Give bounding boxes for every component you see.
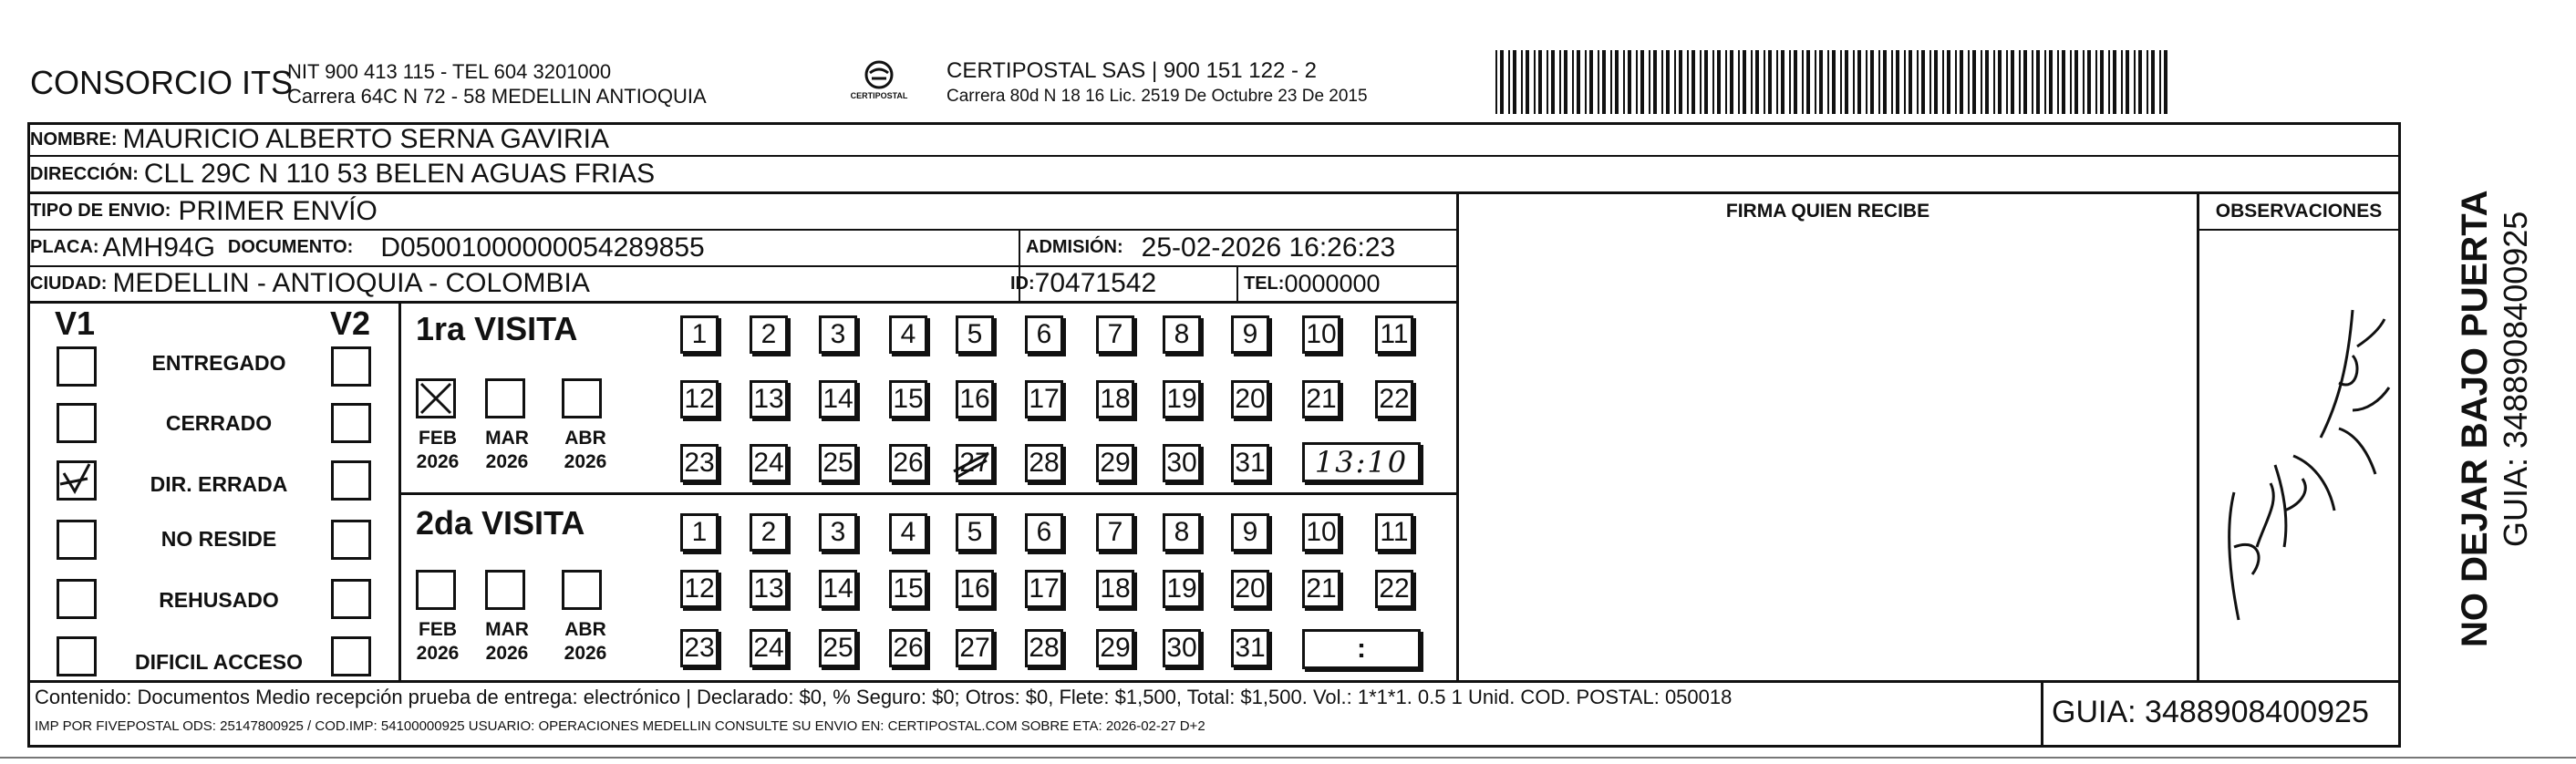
barcode-bar [1712,50,1714,114]
second-day-31[interactable]: 31 [1231,629,1269,667]
barcode-bar [1547,50,1548,114]
barcode-bar [1896,50,1899,114]
id-number: 70471542 [1034,268,1157,298]
handwritten-signature-image [2202,274,2394,638]
status-entregado: ENTREGADO [151,351,286,375]
address-label: DIRECCIÓN: [30,163,139,184]
v2-checkbox-cerrado[interactable] [331,403,371,443]
barcode-bar [2070,50,2072,114]
first-day-24[interactable]: 24 [750,444,788,482]
status-no-reside: NO RESIDE [160,527,277,551]
v1-checkbox-cerrado[interactable] [57,403,97,443]
barcode-bar [1815,50,1816,114]
barcode-bar [1993,50,1995,114]
status-rehusado: REHUSADO [159,588,279,612]
barcode-bar [1947,50,1950,114]
second-day-26[interactable]: 26 [889,629,927,667]
v2-checkbox-entregado[interactable] [331,346,371,387]
second-day-25[interactable]: 25 [819,629,857,667]
plate-label: PLACA: [30,237,99,257]
observations-handwriting [2202,274,2394,638]
barcode-bar [1508,50,1510,114]
barcode-bar [2044,50,2046,114]
second-day-7[interactable]: 7 [1096,513,1134,552]
second-day-13[interactable]: 13 [750,570,788,608]
v1-checkbox-no-reside[interactable] [57,520,97,560]
barcode-bar [2121,50,2123,114]
second-day-8[interactable]: 8 [1163,513,1201,552]
second-month-feb-label: FEB 2026 [416,619,460,664]
barcode-bar [1495,50,1497,114]
barcode-bar [1564,50,1567,114]
barcode-bar [1794,50,1797,114]
first-day-27[interactable] [956,444,994,482]
second-day-14[interactable]: 14 [819,570,857,608]
second-visit-time: : [1357,634,1366,664]
second-visit-heading: 2da VISITA [416,504,585,542]
admission-label: ADMISIÓN: [1026,237,1123,257]
barcode-bar [1857,50,1861,114]
second-month-feb-box[interactable] [416,570,456,610]
second-day-2[interactable]: 2 [750,513,788,552]
barcode-bar [1751,50,1753,114]
second-visit-time-box[interactable] [1302,629,1421,669]
id-cell [1010,266,1156,301]
footer-guia-label: GUIA: [2052,695,2136,729]
second-day-10[interactable]: 10 [1302,513,1340,552]
v1-checkbox-rehusado[interactable] [57,579,97,619]
barcode-bar [2126,50,2129,114]
barcode-bar [1700,50,1702,114]
barcode-bar [1776,50,1778,114]
barcode-bar [2113,50,2116,114]
document-label: DOCUMENTO: [227,237,354,257]
barcode-bar [1500,50,1504,114]
send-type-row [30,193,1453,229]
v2-checkbox-dificil-acceso[interactable] [331,636,371,676]
v1-checkbox-dificil-acceso[interactable] [57,636,97,676]
footer-guia-number: 3488908400925 [2145,695,2369,729]
barcode-bar [1972,50,1976,114]
barcode-bar [1589,50,1593,114]
send-type-label: TIPO DE ENVIO: [30,201,171,221]
barcode-bar [2006,50,2008,114]
barcode-bar [1870,50,1874,114]
first-month-feb-label: FEB 2026 [416,428,460,472]
barcode-bar [1768,50,1772,114]
first-day-11[interactable]: 11 [1375,315,1413,354]
barcode-bar [1921,50,1925,114]
observations-heading: OBSERVACIONES [2215,201,2383,222]
admission-cell [1026,230,1395,265]
first-month-abr-label: ABR 2026 [564,428,607,472]
second-day-11[interactable]: 11 [1375,513,1413,552]
second-day-6[interactable]: 6 [1025,513,1063,552]
divider-observations [2197,191,2199,682]
barcode-bar [1968,50,1970,114]
second-day-19[interactable]: 19 [1163,570,1201,608]
first-day-30[interactable]: 30 [1163,444,1201,482]
barcode-bar [2032,50,2033,114]
barcode-bar [1891,50,1893,114]
first-day-2[interactable]: 2 [750,315,788,354]
barcode-bar [1679,50,1682,114]
first-day-17[interactable]: 17 [1025,380,1063,418]
barcode-bar [1942,50,1944,114]
second-day-16[interactable]: 16 [956,570,994,608]
name-label: NOMBRE: [30,129,118,150]
signature-heading: FIRMA QUIEN RECIBE [1725,201,1930,222]
first-day-20[interactable]: 20 [1231,380,1269,418]
barcode-bar [1738,50,1740,114]
barcode-bar [1781,50,1785,114]
first-day-9[interactable]: 9 [1231,315,1269,354]
second-month-mar-label: MAR 2026 [485,619,529,664]
second-day-21[interactable]: 21 [1302,570,1340,608]
barcode-bar [2023,50,2027,114]
name-row [30,124,2401,155]
city-label: CIUDAD: [30,273,108,294]
first-day-23[interactable]: 23 [680,444,719,482]
barcode-bar [1577,50,1580,114]
barcode-bar [1743,50,1746,114]
address-row [30,157,2401,191]
status-cerrado: CERRADO [165,411,273,435]
first-month-mar-box[interactable] [485,378,525,418]
city-row [30,266,1015,301]
recipient-name: MAURICIO ALBERTO SERNA GAVIRIA [122,124,610,154]
barcode-bar [1640,50,1644,114]
crossed-day: 27 [959,449,989,477]
barcode-bar [1725,50,1727,114]
second-day-30[interactable]: 30 [1163,629,1201,667]
first-day-10[interactable]: 10 [1302,315,1340,354]
barcode-bar [1585,50,1587,114]
barcode-bar [1764,50,1765,114]
barcode-bar [1934,50,1938,114]
first-day-6[interactable]: 6 [1025,315,1063,354]
barcode-bar [1853,50,1855,114]
barcode-bar [1521,50,1523,114]
v1-heading: V1 [55,305,96,342]
barcode-bar [2057,50,2059,114]
v2-heading: V2 [330,305,371,342]
barcode-bar [2036,50,2040,114]
barcode-bar [1730,50,1733,114]
barcode-bar [1904,50,1906,114]
barcode-bar [1691,50,1695,114]
second-month-mar-box[interactable] [485,570,525,610]
footer-contents: Contenido: Documentos Medio recepción prueba de entrega: electrónico | Declarado: $0, % Seguro: $0; Otros: $0, Flete: $1,500, Total: $1,500. Vol.: 1*1*1. 0.5 1 Unid. COD. POSTAL: 050018 [35,686,1733,708]
barcode-bar [2011,50,2014,114]
first-month-abr-box[interactable] [562,378,602,418]
tel-number: 0000000 [1284,269,1381,297]
barcode-bar [1917,50,1919,114]
barcode-bar [1615,50,1619,114]
status-dir-errada: DIR. ERRADA [150,472,288,496]
first-day-25[interactable]: 25 [819,444,857,482]
second-day-22[interactable]: 22 [1375,570,1413,608]
footer-guia [2052,695,2369,730]
courier-address: Carrera 80d N 18 16 Lic. 2519 De Octubre 23 De 2015 [947,87,1368,106]
divider-tel [1236,265,1238,302]
first-day-18[interactable]: 18 [1096,380,1134,418]
rule-5 [27,301,1459,304]
second-day-15[interactable]: 15 [889,570,927,608]
barcode-bar [2062,50,2065,114]
barcode-bar [2108,50,2110,114]
form-right-border [2398,122,2401,748]
handwritten-check-icon [57,460,97,501]
barcode-bar [2087,50,2091,114]
barcode-bar [1551,50,1555,114]
first-day-8[interactable]: 8 [1163,315,1201,354]
barcode-bar [1998,50,2002,114]
barcode-bar [1572,50,1574,114]
rule-footer [27,680,2401,683]
barcode-bar [1789,50,1791,114]
second-day-9[interactable]: 9 [1231,513,1269,552]
plate: AMH94G [102,232,215,263]
plate-row [30,230,1015,265]
first-visit-time-box[interactable] [1302,442,1421,482]
barcode-bar [1559,50,1561,114]
bottom-tear-line [0,757,2576,759]
barcode-bar [1674,50,1676,114]
divider-visits [398,492,1458,495]
barcode-bar [1666,50,1670,114]
first-day-12[interactable]: 12 [680,380,719,418]
barcode-bar [2138,50,2142,114]
side-warning: NO DEJAR BAJO PUERTA [2455,190,2495,647]
strike-icon [952,444,992,484]
handwritten-x-icon [416,378,456,418]
form-bottom-border [27,745,2401,748]
first-day-26[interactable]: 26 [889,444,927,482]
barcode-bar [1526,50,1529,114]
barcode-bar [1610,50,1612,114]
v1-checkbox-dir-errada[interactable] [57,460,97,501]
barcode-bar [1636,50,1638,114]
first-day-21[interactable]: 21 [1302,380,1340,418]
side-guia: GUIA: 3488908400925 [2497,211,2534,547]
certipostal-logo [852,60,906,106]
document-number: D05001000000054289855 [380,232,705,263]
first-day-13[interactable]: 13 [750,380,788,418]
logo-caption: CERTIPOSTAL [850,91,908,100]
courier-name: CERTIPOSTAL SAS | 900 151 122 - 2 [947,58,1317,83]
second-day-20[interactable]: 20 [1231,570,1269,608]
barcode-bar [1598,50,1599,114]
barcode-bar [2049,50,2053,114]
first-month-mar-label: MAR 2026 [485,428,529,472]
second-day-4[interactable]: 4 [889,513,927,552]
first-day-14[interactable]: 14 [819,380,857,418]
barcode-bar [1538,50,1542,114]
barcode-bar [1534,50,1536,114]
first-day-19[interactable]: 19 [1163,380,1201,418]
status-dificil-acceso: DIFICIL ACCESO [134,650,303,674]
second-day-5[interactable]: 5 [956,513,994,552]
first-day-28[interactable]: 28 [1025,444,1063,482]
barcode-bar [1623,50,1625,114]
second-day-28[interactable]: 28 [1025,629,1063,667]
barcode-bar [1687,50,1689,114]
barcode-bar [1704,50,1708,114]
barcode-bar [1602,50,1606,114]
barcode-bar [2074,50,2078,114]
barcode-bar [1883,50,1887,114]
id-label: ID: [1010,273,1035,294]
company-name: CONSORCIO ITS [30,64,294,101]
barcode-bar [1717,50,1721,114]
second-day-29[interactable]: 29 [1096,629,1134,667]
first-visit-time: 13:10 [1314,445,1409,480]
barcode-bar [1840,50,1842,114]
barcode-bar [2151,50,2155,114]
recipient-address: CLL 29C N 110 53 BELEN AGUAS FRIAS [143,159,656,189]
second-day-17[interactable]: 17 [1025,570,1063,608]
barcode-bar [1985,50,1989,114]
second-month-abr-label: ABR 2026 [564,619,607,664]
first-day-7[interactable]: 7 [1096,315,1134,354]
barcode-bar [1802,50,1804,114]
send-type: PRIMER ENVÍO [178,195,378,226]
second-day-27[interactable]: 27 [956,629,994,667]
second-day-12[interactable]: 12 [680,570,719,608]
barcode-bar [1819,50,1823,114]
barcode-bar [2019,50,2021,114]
first-day-3[interactable]: 3 [819,315,857,354]
admission-date: 25-02-2026 16:26:23 [1141,232,1396,263]
barcode-bar [2147,50,2148,114]
divider-footer-guia [2041,680,2043,748]
tel-label: TEL: [1244,273,1285,294]
barcode-bar [2100,50,2104,114]
barcode-bar [1661,50,1663,114]
barcode-image [1495,50,2175,114]
v2-checkbox-no-reside[interactable] [331,520,371,560]
first-day-1[interactable]: 1 [680,315,719,354]
barcode-bar [2164,50,2167,114]
tel-cell [1244,266,1381,301]
first-month-feb-box[interactable] [416,378,456,418]
barcode-bar [1649,50,1650,114]
city: MEDELLIN - ANTIOQUIA - COLOMBIA [112,268,590,298]
barcode-bar [1955,50,1957,114]
barcode-bar [1866,50,1867,114]
v1-checkbox-entregado[interactable] [57,346,97,387]
divider-statuses [398,301,401,682]
barcode-bar [1845,50,1848,114]
barcode-bar [2159,50,2161,114]
first-day-29[interactable]: 29 [1096,444,1134,482]
company-nit-tel: NIT 900 413 115 - TEL 604 3201000 [287,60,612,83]
v2-checkbox-rehusado[interactable] [331,579,371,619]
v2-checkbox-dir-errada[interactable] [331,460,371,501]
second-day-24[interactable]: 24 [750,629,788,667]
barcode-bar [1909,50,1912,114]
first-day-4[interactable]: 4 [889,315,927,354]
footer-imp: IMP POR FIVEPOSTAL ODS: 25147800925 / COD.IMP: 54100000925 USUARIO: OPERACIONES MEDELLIN CONSULTE SU ENVIO EN: CERTIPOSTAL.COM SOBRE ETA: 2026-02-27 D+2 [35,718,1205,734]
barcode [1495,50,2175,114]
rule-observations [2197,229,2401,231]
barcode-bar [1755,50,1759,114]
first-day-15[interactable]: 15 [889,380,927,418]
barcode-bar [1960,50,1963,114]
barcode-bar [1878,50,1880,114]
barcode-bar [1653,50,1657,114]
barcode-bar [1827,50,1829,114]
second-day-23[interactable]: 23 [680,629,719,667]
barcode-bar [2095,50,2097,114]
second-day-3[interactable]: 3 [819,513,857,552]
second-day-18[interactable]: 18 [1096,570,1134,608]
company-address: Carrera 64C N 72 - 58 MEDELLIN ANTIOQUIA [287,85,707,108]
barcode-bar [2134,50,2136,114]
first-day-31[interactable]: 31 [1231,444,1269,482]
barcode-bar [1806,50,1810,114]
second-month-abr-box[interactable] [562,570,602,610]
first-day-16[interactable]: 16 [956,380,994,418]
barcode-bar [1981,50,1982,114]
second-day-1[interactable]: 1 [680,513,719,552]
barcode-bar [1513,50,1516,114]
first-day-5[interactable]: 5 [956,315,994,354]
divider-signature [1456,191,1459,682]
barcode-bar [1929,50,1931,114]
barcode-bar [1832,50,1836,114]
barcode-bar [2083,50,2085,114]
first-day-22[interactable]: 22 [1375,380,1413,418]
first-visit-heading: 1ra VISITA [416,310,578,347]
barcode-bar [1628,50,1631,114]
